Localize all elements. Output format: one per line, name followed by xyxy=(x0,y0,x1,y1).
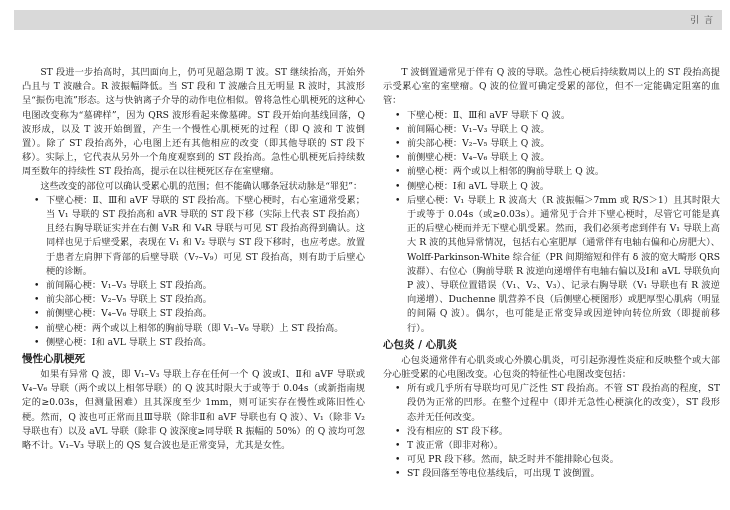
right-paragraph-2: 心包炎通常伴有心肌炎或心外膜心肌炎，可引起弥漫性炎症和反映整个或大部分心脏受累的心电图改变。心包炎的特征性心电图改变包括： xyxy=(383,354,720,381)
list-item: • 前尖部心梗：V₂–V₅ 导联上 ST 段抬高。 xyxy=(22,293,365,307)
list-item: • 所有或几乎所有导联均可见广泛性 ST 段抬高。不管 ST 段抬高的程度，ST 段仍为正常的凹形。在整个过程中（即并无急性心梗演化的改变），ST 段形态并无任何改变。 xyxy=(383,382,720,425)
right-list-2 xyxy=(383,382,720,481)
list-item: • 没有相应的 ST 段下移。 xyxy=(383,425,720,439)
list-item: • 下壁心梗：Ⅱ、Ⅲ和 aVF 导联下 Q 波。 xyxy=(383,109,720,123)
list-item: • 前侧壁心梗：V₄–V₆ 导联上 Q 波。 xyxy=(383,151,720,165)
list-item: • 下壁心梗：Ⅱ、Ⅲ和 aVF 导联的 ST 段抬高。下壁心梗时，右心室通常受累；当 V₁ 导联的 ST 段抬高和 aVR 导联的 ST 段下移（实际上代表 ST 段抬高）且经右胸导联证实并在右侧 V₃R 和 V₄R 导联与可见 ST 段抬高得到确认。这同样也见于后壁受累，表现在 V₁ 和 V₂ 导联与 ST 段下移时，也应考虑。放置于患者左肩胛下背部的后壁导联（V₇–V₉）可见 ST 段抬高，则有助于后壁心梗的诊断。 xyxy=(22,194,365,279)
left-paragraph-3: 如果有异常 Q 波，即 V₁–V₃ 导联上存在任何一个 Q 波或Ⅰ、Ⅱ和 aVF 导联或 V₄–V₆ 导联（两个或以上相邻导联）的 Q 波其时限大于或等于 0.04s（或新指南规定的≥0.03s，但测量困难）且其深度至少 1mm，则可证实存在慢性或陈旧性心梗。然而，Q 波也可正常而且Ⅲ导联（除非Ⅱ和 aVF 导联也有 Q 波）、V₁（除非 V₂ 导联也有）以及 aVL 导联（除非 Q 波深度≥同导联 R 振幅的 50%）的 Q 波均可忽略不计。V₁–V₃ 导联上的 QS 复合波也是正常变异，尤其是女性。 xyxy=(22,369,365,452)
list-item: • 可见 PR 段下移。然而，缺乏时并不能排除心包炎。 xyxy=(383,453,720,467)
left-paragraph-2: 这些改变的部位可以确认受累心肌的范围；但不能确认哪条冠状动脉是“罪犯”： xyxy=(40,180,363,192)
list-item: • 前壁心梗：两个或以上相邻的胸前导联（即 V₁–V₆ 导联）上 ST 段抬高。 xyxy=(22,322,365,336)
list-item: • 前间隔心梗：V₁–V₃ 导联上 Q 波。 xyxy=(383,123,720,137)
list-item: • 侧壁心梗：Ⅰ和 aVL 导联上 Q 波。 xyxy=(383,180,720,194)
list-item: • T 波正常（即非对称）。 xyxy=(383,439,720,453)
list-item: • 前壁心梗：两个或以上相邻的胸前导联上 Q 波。 xyxy=(383,165,720,179)
list-item: • 后壁心梗：V₁ 导联上 R 波高大（R 波振幅＞7mm 或 R/S＞1）且其时限大于或等于 0.04s（或≥0.03s）。通常见于合并下壁心梗时，尽管它可能是真正的后壁心梗而并无下壁心肌受累。然而，我们必须考虑到伴有 V₁ 导联上高大 R 波的其他异常情况，包括右心室肥厚（通常伴有电轴右偏和心房肥大）、Wolff-Parkinson-White 综合征（PR 间期缩短和伴有 δ 波的宽大畸形 QRS 波群）、右位心（胸前导联 R 波逆向递增伴有电轴右偏以及Ⅰ和 aVL 导联负向 P 波）、导联位置错误（V₁、V₂、V₃）、记录右胸导联（V₁ 导联也有 R 波逆向递增）、Duchenne 肌营养不良（后侧壁心梗图形）或肥厚型心肌病（明显的间隔 Q 波）。偶尔，也可能是正常变异或因逆钟向转位所致（即提前移行）。 xyxy=(383,194,720,336)
list-item: • 前侧壁心梗：V₄–V₆ 导联上 ST 段抬高。 xyxy=(22,307,365,321)
section-heading-pericarditis: 心包炎 / 心肌炎 xyxy=(383,338,458,351)
list-item: • 前间隔心梗：V₁–V₃ 导联上 ST 段抬高。 xyxy=(22,279,365,293)
section-heading-chronic-mi: 慢性心肌梗死 xyxy=(22,353,85,366)
running-head: 引 言 xyxy=(690,16,714,26)
left-paragraph-1: ST 段进一步抬高时，其凹面向上，仍可见超急期 T 波。ST 继续抬高，开始外凸且与 T 波融合。R 波振幅降低。当 ST 段和 T 波融合且无明显 R 波时，其波形呈“振伤电流”形态。这与快钠离子介导的动作电位相似。曾将急性心肌梗死的这种心电图改变称为“墓碑样”，因为 QRS 波形看起来像墓碑。ST 段开始向基线回落，Q 波形成，以及 T 波开始倒置，产生一个慢性心肌梗死的过程（即 Q 波和 T 波倒置）。除了 ST 段抬高外，心电图上还有其他相应的改变（即其他导联的 ST 段下移）。实际上，它代表从另外一个角度观察到的 ST 段抬高。急性心肌梗死后持续数周至数年的持续性 ST 段抬高，提示在以往梗死区存在室壁瘤。 xyxy=(22,67,365,178)
list-item: • 前尖部心梗：V₂–V₅ 导联上 Q 波。 xyxy=(383,137,720,151)
right-column xyxy=(383,66,720,482)
left-column xyxy=(22,66,365,453)
left-list xyxy=(22,194,365,350)
list-item: • 侧壁心梗：Ⅰ和 aVL 导联上 ST 段抬高。 xyxy=(22,336,365,350)
right-paragraph-1: T 波倒置通常见于伴有 Q 波的导联。急性心梗后持续数周以上的 ST 段抬高提示受累心室的室壁瘤。Q 波的位置可确定受累的部位，但不一定能确定阻塞的血管： xyxy=(383,67,720,107)
list-item: • ST 段回落至等电位基线后，可出现 T 波倒置。 xyxy=(383,467,720,481)
header-band xyxy=(14,10,722,30)
right-list xyxy=(383,109,720,336)
